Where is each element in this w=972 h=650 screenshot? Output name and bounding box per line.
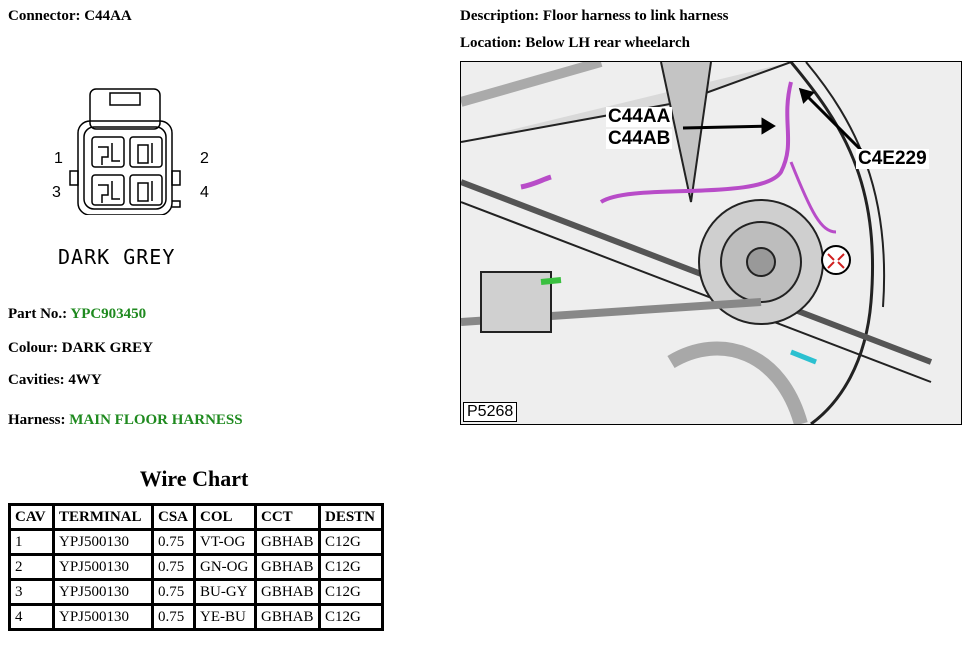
location-illustration [460, 61, 962, 425]
description-label: Description: [460, 8, 540, 24]
cell-destn: C12G [320, 555, 383, 580]
pin-3-label: 3 [52, 184, 61, 201]
colour-line [8, 340, 153, 357]
cell-csa: 0.75 [153, 555, 195, 580]
table-row [10, 605, 383, 630]
col-header-cav: CAV [10, 505, 54, 530]
cavities-line [8, 372, 102, 389]
cell-cct: GBHAB [256, 605, 320, 630]
table-row [10, 580, 383, 605]
cell-csa: 0.75 [153, 530, 195, 555]
cell-cct: GBHAB [256, 530, 320, 555]
part-no-label: Part No.: [8, 306, 68, 322]
wire-chart-table [8, 503, 384, 631]
harness-value: MAIN FLOOR HARNESS [69, 412, 243, 428]
cell-cct: GBHAB [256, 580, 320, 605]
cell-cav: 4 [10, 605, 54, 630]
connector-label: Connector: [8, 8, 81, 24]
location-label: Location: [460, 35, 522, 51]
part-no-value: YPC903450 [70, 306, 147, 322]
cell-terminal: YPJ500130 [54, 580, 153, 605]
cell-col: VT-OG [195, 530, 256, 555]
cell-destn: C12G [320, 530, 383, 555]
harness-line [8, 412, 243, 429]
connector-value: C44AA [84, 8, 132, 24]
cell-terminal: YPJ500130 [54, 605, 153, 630]
description-line [460, 8, 729, 25]
location-value: Below LH rear wheelarch [525, 35, 690, 51]
cell-destn: C12G [320, 605, 383, 630]
part-no-line [8, 306, 146, 323]
harness-label: Harness: [8, 412, 66, 428]
cell-destn: C12G [320, 580, 383, 605]
wire-chart-title: Wire Chart [139, 466, 249, 491]
cell-terminal: YPJ500130 [54, 530, 153, 555]
pin-4-label: 4 [200, 184, 209, 201]
location-line [460, 35, 690, 52]
connector-colour-caption: DARK GREY [58, 245, 176, 269]
cavities-value: 4WY [68, 372, 102, 388]
callout-c4e229: C4E229 [858, 148, 927, 169]
cell-cav: 1 [10, 530, 54, 555]
col-header-terminal: TERMINAL [54, 505, 153, 530]
col-header-cct: CCT [256, 505, 320, 530]
cavities-label: Cavities: [8, 372, 65, 388]
table-row [10, 530, 383, 555]
col-header-destn: DESTN [320, 505, 383, 530]
colour-value: DARK GREY [61, 340, 154, 356]
cell-csa: 0.75 [153, 580, 195, 605]
pin-1-label: 1 [54, 150, 63, 167]
connector-line [8, 8, 132, 25]
callout-c44ab: C44AB [608, 128, 671, 149]
cell-cct: GBHAB [256, 555, 320, 580]
wire-chart-header-row [10, 505, 383, 530]
connector-face-icon [52, 85, 222, 215]
callout-c44aa: C44AA [608, 106, 671, 127]
cell-terminal: YPJ500130 [54, 555, 153, 580]
cell-cav: 2 [10, 555, 54, 580]
cell-csa: 0.75 [153, 605, 195, 630]
cell-col: GN-OG [195, 555, 256, 580]
connector-diagram [52, 85, 222, 215]
cell-cav: 3 [10, 580, 54, 605]
col-header-col: COL [195, 505, 256, 530]
cell-col: BU-GY [195, 580, 256, 605]
table-row [10, 555, 383, 580]
colour-label: Colour: [8, 340, 58, 356]
description-value: Floor harness to link harness [542, 8, 729, 24]
wheelarch-drawing-icon [461, 62, 961, 424]
figure-id: P5268 [463, 402, 517, 422]
col-header-csa: CSA [153, 505, 195, 530]
cell-col: YE-BU [195, 605, 256, 630]
pin-2-label: 2 [200, 150, 209, 167]
